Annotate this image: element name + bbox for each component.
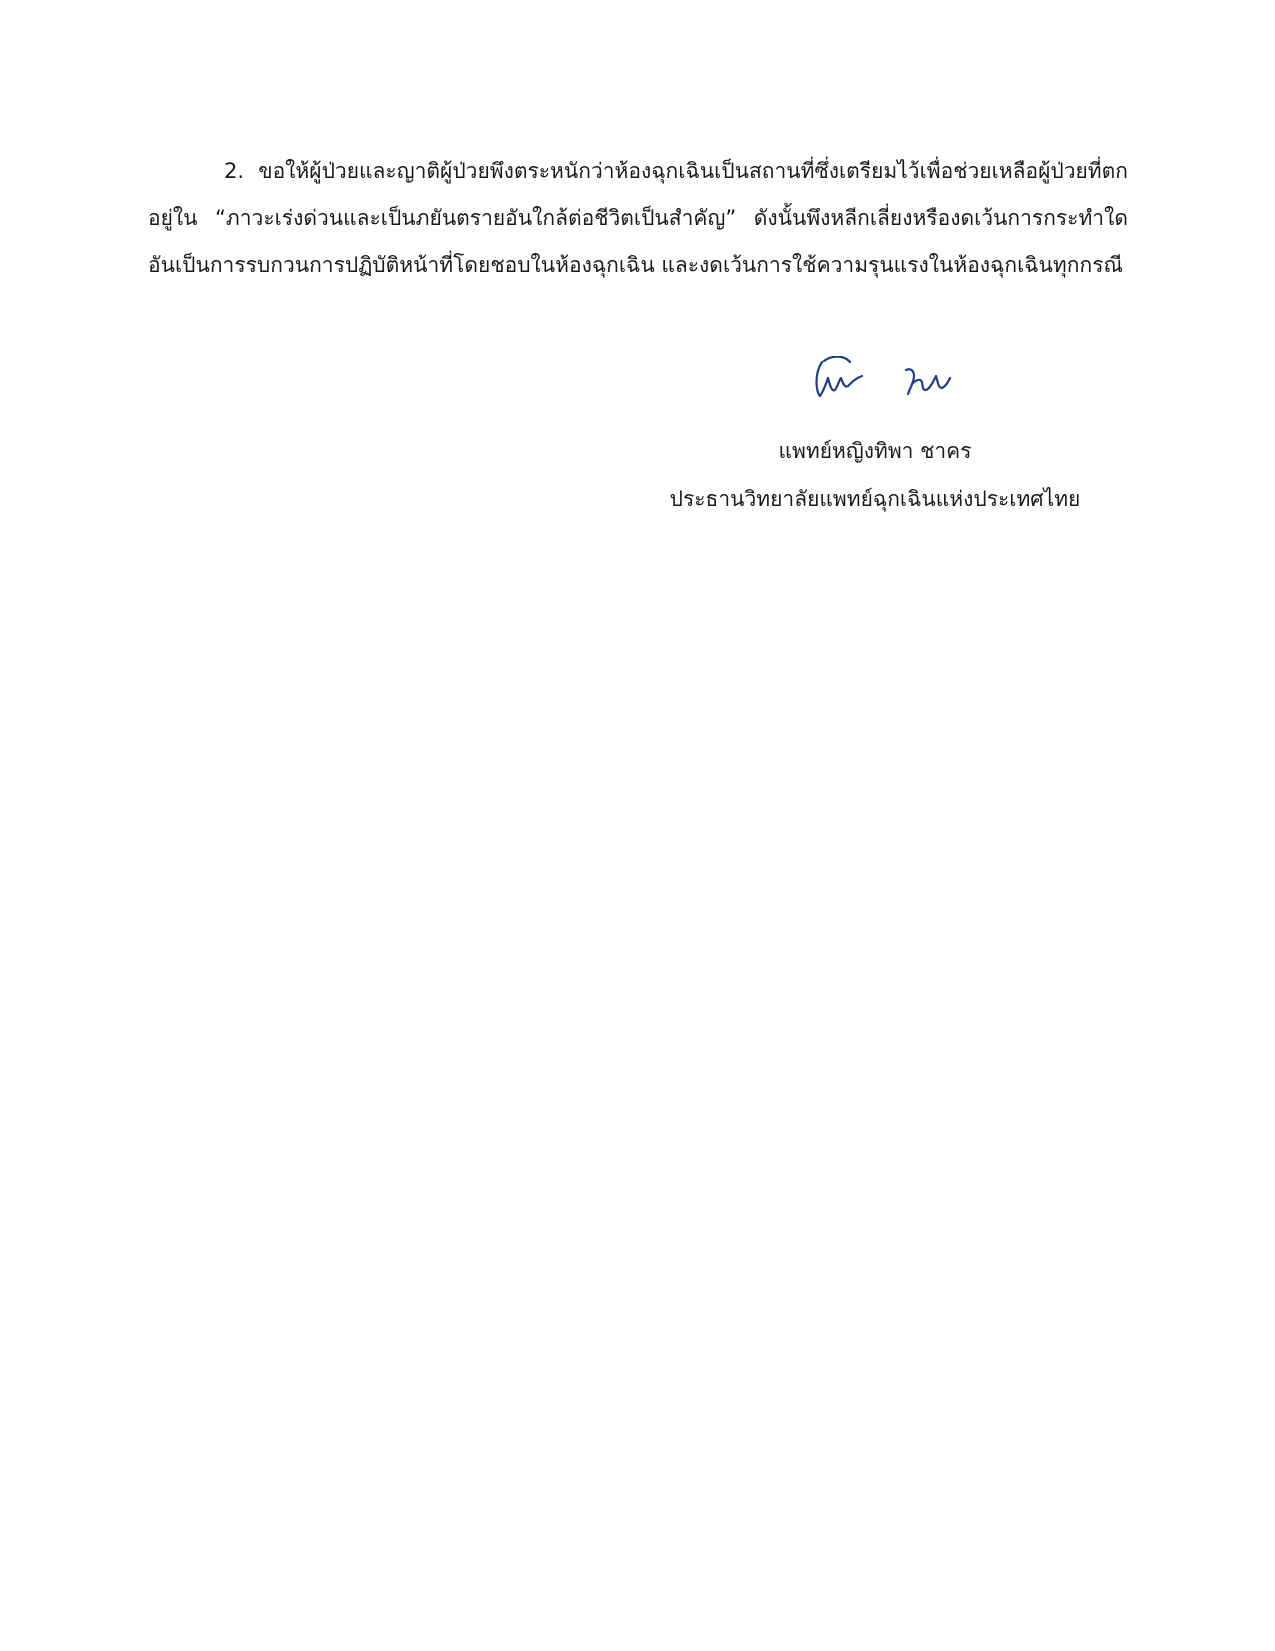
- handwritten-signature: [810, 356, 970, 416]
- signer-name: แพทย์หญิงทิพา ชาคร: [778, 439, 972, 463]
- document-body: [148, 148, 1128, 289]
- paragraph-2: 2. ขอให้ผู้ป่วยและญาติผู้ป่วยพึงตระหนักว่าห้องฉุกเฉินเป็นสถานที่ซึ่งเตรียมไว้เพื่อช่วยเหลือผู้ป่วยที่ตกอยู่ใน “ภาวะเร่งด่วนและเป็นภยันตรายอันใกล้ต่อชีวิตเป็นสำคัญ” ดังนั้นพึงหลีกเลี่ยงหรืองดเว้นการกระทำใดอันเป็นการรบกวนการปฏิบัติหน้าที่โดยชอบในห้องฉุกเฉิน และงดเว้นการใช้ความรุนแรงในห้องฉุกเฉินทุกกรณี: [148, 159, 1128, 277]
- signer-title: ประธานวิทยาลัยแพทย์ฉุกเฉินแห่งประเทศไทย: [669, 487, 1081, 511]
